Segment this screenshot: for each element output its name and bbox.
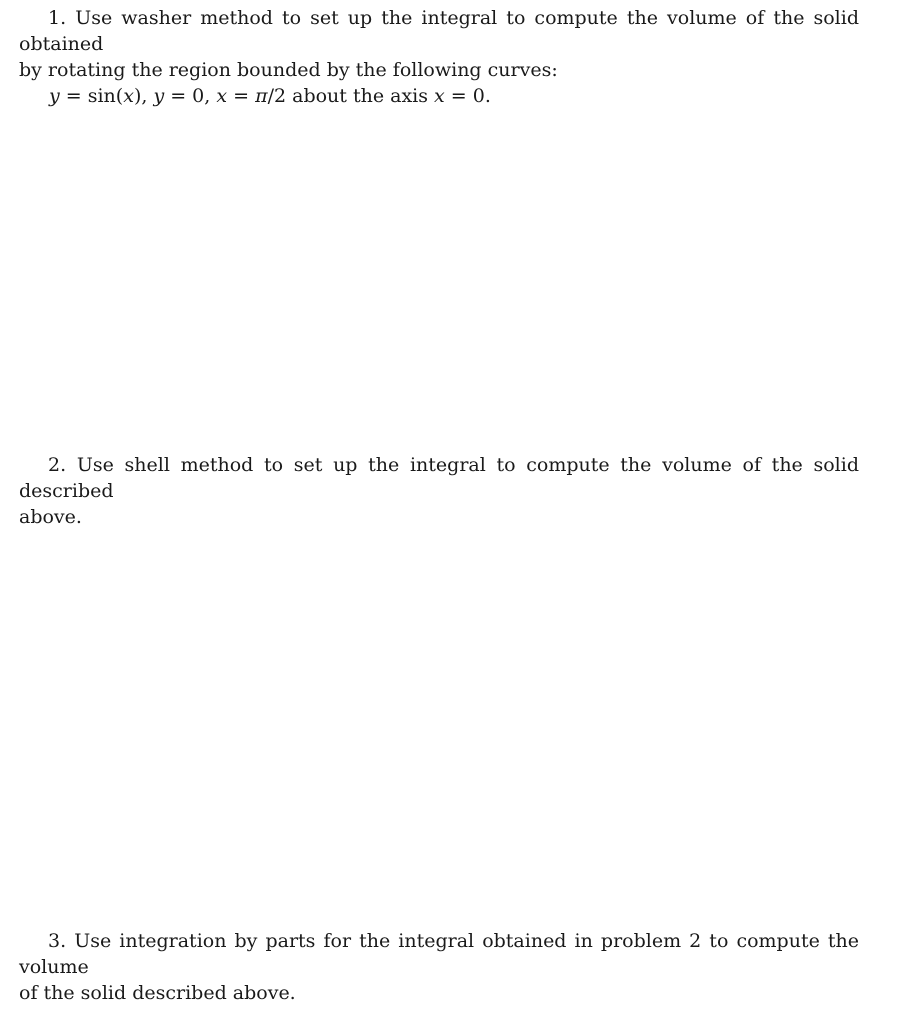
problem-1 xyxy=(19,5,859,109)
curve-1-var: y xyxy=(49,85,60,107)
curve-3-pi: π xyxy=(255,85,268,107)
axis-eq: = 0. xyxy=(444,85,491,107)
curve-1-arg: x xyxy=(123,85,134,107)
problem-2-line-1 xyxy=(19,452,859,504)
curve-3-var: x xyxy=(216,85,228,107)
axis-var: x xyxy=(434,85,445,107)
curve-1-end: ), xyxy=(133,85,148,107)
problem-2 xyxy=(19,452,859,530)
problem-2-text-line-2: above. xyxy=(19,506,82,528)
problem-1-text-line-2: by rotating the region bounded by the following curves: xyxy=(19,59,558,81)
curve-2-var: y xyxy=(153,85,165,107)
curve-3-end: /2 xyxy=(267,85,287,107)
problem-1-number: 1. xyxy=(48,7,67,29)
problem-3 xyxy=(19,928,859,1006)
problem-2-number: 2. xyxy=(48,454,67,476)
curve-2-eq: = 0, xyxy=(164,85,211,107)
problem-3-text-line-1: Use integration by parts for the integral obtained in problem 2 to compute the volume xyxy=(19,930,860,978)
about-axis-text: about the axis xyxy=(292,85,428,107)
problem-1-line-1 xyxy=(19,5,859,57)
problem-3-text-line-2: of the solid described above. xyxy=(19,982,296,1004)
problem-1-text-line-1: Use washer method to set up the integral to compute the volume of the solid obtained xyxy=(19,7,860,55)
problem-3-line-1 xyxy=(19,928,859,980)
curve-3-eq: = xyxy=(227,85,256,107)
problem-1-curves xyxy=(19,83,859,109)
problem-3-number: 3. xyxy=(48,930,67,952)
curve-1-eq: = sin( xyxy=(59,85,124,107)
problem-2-text-line-1: Use shell method to set up the integral to compute the volume of the solid described xyxy=(19,454,859,502)
